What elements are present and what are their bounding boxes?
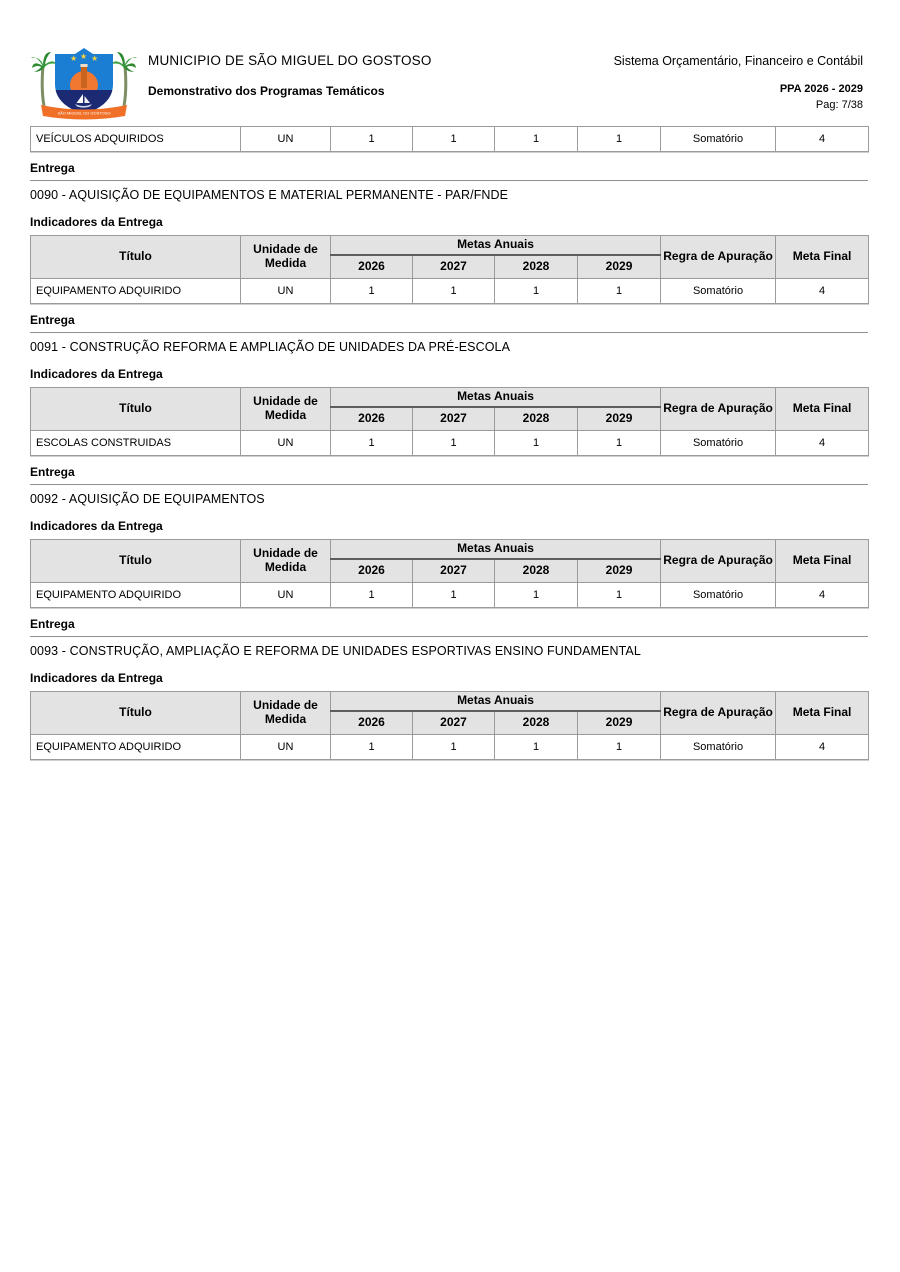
palm-tree-right-icon <box>112 52 137 106</box>
cell-meta-2028: 1 <box>495 583 578 608</box>
report-body <box>30 126 868 760</box>
cell-meta-2027: 1 <box>413 735 495 760</box>
indicadores-heading: Indicadores da Entrega <box>30 215 163 229</box>
cell-meta-2029: 1 <box>578 279 661 304</box>
header-metas-anuais: Metas Anuais <box>331 388 661 407</box>
header-year-2028: 2028 <box>495 559 578 583</box>
table-body <box>31 735 869 760</box>
header-titulo: Título <box>31 236 241 279</box>
indicadores-heading: Indicadores da Entrega <box>30 367 163 381</box>
header-titulo: Título <box>31 692 241 735</box>
cell-titulo: EQUIPAMENTO ADQUIRIDO <box>31 279 241 304</box>
entrega-heading: Entrega <box>30 161 868 181</box>
header-titulo: Título <box>31 540 241 583</box>
star-icon: ★ <box>91 54 99 63</box>
entrega-section <box>30 161 868 304</box>
header-unidade: Unidade de Medida <box>241 540 331 583</box>
cell-meta-final: 4 <box>776 431 869 456</box>
header-year-2027: 2027 <box>413 407 495 431</box>
cell-meta-2027: 1 <box>413 431 495 456</box>
header-regra: Regra de Apuração <box>661 692 776 735</box>
cell-unidade: UN <box>241 735 331 760</box>
header-meta-final: Meta Final <box>776 236 869 279</box>
entrega-title: 0092 - AQUISIÇÃO DE EQUIPAMENTOS <box>30 492 265 506</box>
continuation-table <box>30 126 869 152</box>
cell-titulo: EQUIPAMENTO ADQUIRIDO <box>31 583 241 608</box>
header-left <box>148 53 432 98</box>
header-titulo: Título <box>31 388 241 431</box>
entrega-section <box>30 465 868 608</box>
header-year-2029: 2029 <box>578 407 661 431</box>
header-year-2027: 2027 <box>413 559 495 583</box>
cell-unidade: UN <box>241 583 331 608</box>
cell-meta-2026: 1 <box>331 127 413 152</box>
header-year-2026: 2026 <box>331 711 413 735</box>
header-unidade: Unidade de Medida <box>241 388 331 431</box>
table-header-row-1 <box>31 236 869 255</box>
cell-meta-final: 4 <box>776 279 869 304</box>
cell-meta-2026: 1 <box>331 583 413 608</box>
header-meta-final: Meta Final <box>776 540 869 583</box>
header-meta-final: Meta Final <box>776 388 869 431</box>
header-year-2029: 2029 <box>578 559 661 583</box>
header-year-2029: 2029 <box>578 711 661 735</box>
palm-tree-left-icon <box>31 52 56 106</box>
cell-regra: Somatório <box>661 735 776 760</box>
indicadores-heading: Indicadores da Entrega <box>30 519 163 533</box>
header-year-2026: 2026 <box>331 255 413 279</box>
header-year-2027: 2027 <box>413 711 495 735</box>
table-body <box>31 279 869 304</box>
header-year-2026: 2026 <box>331 407 413 431</box>
system-name: Sistema Orçamentário, Financeiro e Contábil <box>613 54 863 68</box>
cell-unidade: UN <box>241 127 331 152</box>
cell-titulo: ESCOLAS CONSTRUIDAS <box>31 431 241 456</box>
cell-meta-final: 4 <box>776 735 869 760</box>
table-row <box>31 431 869 456</box>
header-metas-anuais: Metas Anuais <box>331 540 661 559</box>
cell-titulo: EQUIPAMENTO ADQUIRIDO <box>31 735 241 760</box>
municipality-name: MUNICIPIO DE SÃO MIGUEL DO GOSTOSO <box>148 53 432 68</box>
header-year-2028: 2028 <box>495 711 578 735</box>
entrega-heading: Entrega <box>30 313 868 333</box>
sections-container <box>30 161 868 760</box>
header-year-2027: 2027 <box>413 255 495 279</box>
cell-meta-2029: 1 <box>578 431 661 456</box>
header-year-2029: 2029 <box>578 255 661 279</box>
cell-meta-2029: 1 <box>578 583 661 608</box>
cell-regra: Somatório <box>661 127 776 152</box>
header-metas-anuais: Metas Anuais <box>331 692 661 711</box>
header-meta-final: Meta Final <box>776 692 869 735</box>
cell-meta-2027: 1 <box>413 279 495 304</box>
cell-unidade: UN <box>241 279 331 304</box>
header-metas-anuais: Metas Anuais <box>331 236 661 255</box>
table-row <box>31 127 869 152</box>
header-right <box>614 54 863 111</box>
header-regra: Regra de Apuração <box>661 540 776 583</box>
logo-banner-text: SÃO MIGUEL DO GOSTOSO <box>57 110 111 116</box>
cell-meta-2026: 1 <box>331 279 413 304</box>
cell-meta-final: 4 <box>776 583 869 608</box>
cell-meta-final: 4 <box>776 127 869 152</box>
cell-regra: Somatório <box>661 431 776 456</box>
star-icon: ★ <box>80 52 88 61</box>
header-unidade: Unidade de Medida <box>241 236 331 279</box>
table-header-row-1 <box>31 540 869 559</box>
table-row <box>31 735 869 760</box>
cell-regra: Somatório <box>661 583 776 608</box>
cell-meta-2026: 1 <box>331 431 413 456</box>
cell-meta-2028: 1 <box>495 127 578 152</box>
entrega-title: 0091 - CONSTRUÇÃO REFORMA E AMPLIAÇÃO DE UNIDADES DA PRÉ-ESCOLA <box>30 340 511 354</box>
table-body <box>31 583 869 608</box>
entrega-section <box>30 617 868 760</box>
header-year-2028: 2028 <box>495 407 578 431</box>
cell-meta-2027: 1 <box>413 583 495 608</box>
header-year-2028: 2028 <box>495 255 578 279</box>
cell-meta-2028: 1 <box>495 279 578 304</box>
lighthouse-icon <box>81 66 87 88</box>
indicadores-table <box>30 235 869 304</box>
table-header-row-1 <box>31 388 869 407</box>
page-number: Pag: 7/38 <box>815 99 863 111</box>
cell-meta-2028: 1 <box>495 735 578 760</box>
cell-unidade: UN <box>241 431 331 456</box>
indicadores-table <box>30 539 869 608</box>
ppa-period: PPA 2026 - 2029 <box>779 83 863 95</box>
table-header-row-1 <box>31 692 869 711</box>
shield-icon <box>55 48 113 116</box>
header-regra: Regra de Apuração <box>661 388 776 431</box>
indicadores-table <box>30 387 869 456</box>
cell-titulo: VEÍCULOS ADQUIRIDOS <box>31 127 241 152</box>
header-year-2026: 2026 <box>331 559 413 583</box>
cell-meta-2026: 1 <box>331 735 413 760</box>
entrega-heading: Entrega <box>30 465 868 485</box>
entrega-heading: Entrega <box>30 617 868 637</box>
table-row <box>31 279 869 304</box>
entrega-title: 0093 - CONSTRUÇÃO, AMPLIAÇÃO E REFORMA DE UNIDADES ESPORTIVAS ENSINO FUNDAMENTAL <box>30 644 641 658</box>
report-title: Demonstrativo dos Programas Temáticos <box>148 84 385 98</box>
entrega-title: 0090 - AQUISIÇÃO DE EQUIPAMENTOS E MATERIAL PERMANENTE - PAR/FNDE <box>30 188 509 202</box>
cell-meta-2028: 1 <box>495 431 578 456</box>
table-row <box>31 583 869 608</box>
header-regra: Regra de Apuração <box>661 236 776 279</box>
indicadores-heading: Indicadores da Entrega <box>30 671 163 685</box>
indicadores-table <box>30 691 869 760</box>
star-icon: ★ <box>70 54 78 63</box>
cell-meta-2027: 1 <box>413 127 495 152</box>
cell-meta-2029: 1 <box>578 735 661 760</box>
cell-meta-2029: 1 <box>578 127 661 152</box>
cell-regra: Somatório <box>661 279 776 304</box>
entrega-section <box>30 313 868 456</box>
header-unidade: Unidade de Medida <box>241 692 331 735</box>
municipality-coat-of-arms-logo <box>31 44 137 124</box>
table-body <box>31 431 869 456</box>
